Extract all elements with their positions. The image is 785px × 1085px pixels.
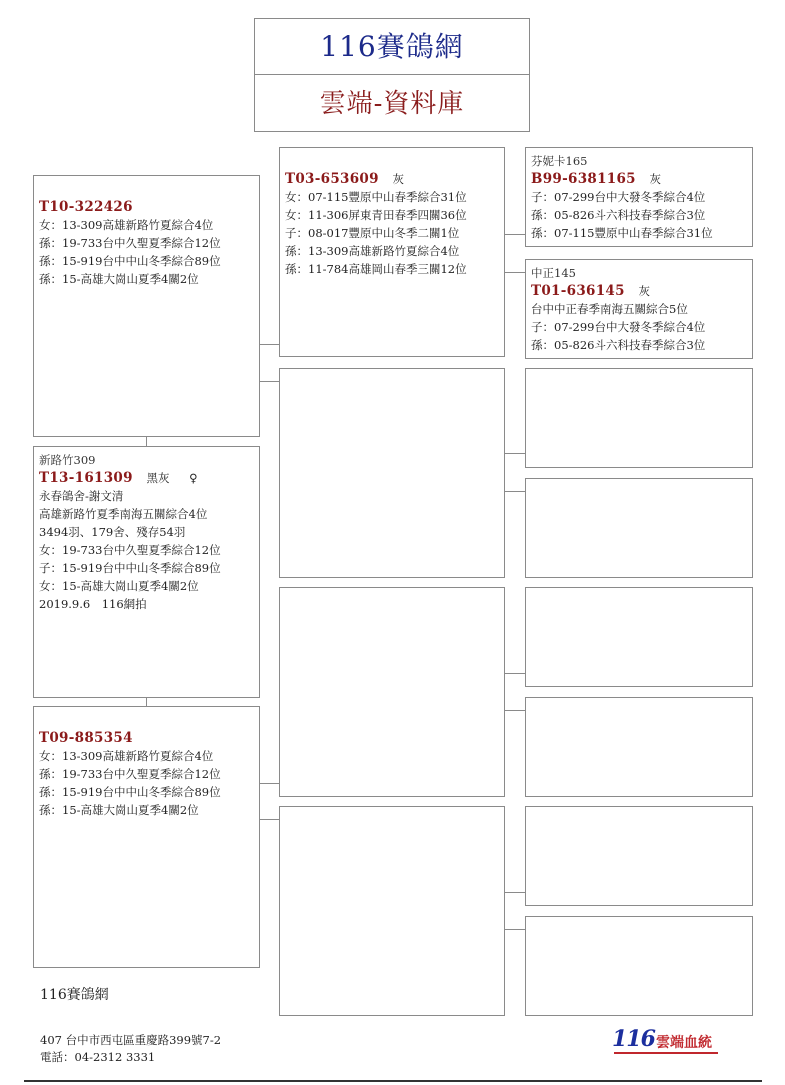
sss-line-1: 子：07-299台中大發冬季綜合4位 — [531, 190, 706, 204]
sss-card[interactable] — [525, 147, 753, 247]
sire-line-1: 女：13-309高雄新路竹夏綜合4位 — [39, 218, 214, 232]
connector-sire-to-sd — [260, 381, 279, 382]
sire-dam-card[interactable] — [279, 368, 505, 578]
brand-logo — [612, 1026, 722, 1056]
sire-sire-line-5: 孫：11-784高雄岡山春季三關12位 — [285, 262, 467, 276]
sss-line-2: 孫：05-826斗六科技春季綜合3位 — [531, 208, 706, 222]
dam-dam-card[interactable] — [279, 806, 505, 1016]
logo-underline — [614, 1052, 718, 1054]
connector-ss-to-ssd — [505, 272, 525, 273]
ssd-line-2: 子：07-299台中大發冬季綜合4位 — [531, 320, 706, 334]
subject-line-7: 2019.9.6 116網拍 — [39, 597, 147, 611]
connector-sire-subject — [146, 437, 147, 446]
ssd-ring-number: T01-636145 — [531, 283, 625, 299]
sds-card[interactable] — [525, 368, 753, 468]
dam-card[interactable] — [33, 706, 260, 968]
ssd-color: 灰 — [638, 284, 650, 298]
sss-line-3: 孫：07-115豐原中山春季綜合31位 — [531, 226, 713, 240]
sire-line-3: 孫：15-919台中中山冬季綜合89位 — [39, 254, 221, 268]
dam-line-4: 孫：15-高雄大崗山夏季4關2位 — [39, 803, 199, 817]
subject-line-4: 女：19-733台中久聖夏季綜合12位 — [39, 543, 221, 557]
bottom-rule — [24, 1080, 762, 1082]
ddd-card[interactable] — [525, 916, 753, 1016]
footer-address: 407 台中市西屯區重慶路399號7-2 — [40, 1033, 222, 1047]
connector-dd-to-dds — [505, 892, 525, 893]
ssd-line-1: 台中中正春季南海五關綜合5位 — [531, 302, 688, 316]
connector-ss-to-sss — [505, 234, 525, 235]
subject-owner-tag: 新路竹309 — [39, 453, 96, 467]
subject-color: 黑灰 — [146, 471, 170, 485]
sire-sire-color: 灰 — [392, 172, 404, 186]
connector-sd-to-sdd — [505, 491, 525, 492]
ssd-line-3: 孫：05-826斗六科技春季綜合3位 — [531, 338, 706, 352]
subject-card[interactable] — [33, 446, 260, 698]
connector-ds-to-dss — [505, 673, 525, 674]
logo-text: 雲端血統 — [656, 1035, 712, 1051]
site-subtitle: 雲端-資料庫 — [319, 89, 465, 119]
footer-site-name: 116賽鴿網 — [40, 987, 109, 1003]
sire-line-4: 孫：15-高雄大崗山夏季4關2位 — [39, 272, 199, 286]
subject-line-3: 3494羽、179舍、殘存54羽 — [39, 525, 186, 539]
connector-dam-to-dd — [260, 819, 279, 820]
subject-line-5: 子：15-919台中中山冬季綜合89位 — [39, 561, 221, 575]
sire-sire-line-2: 女：11-306屏東青田春季四關36位 — [285, 208, 467, 222]
dam-sire-card[interactable] — [279, 587, 505, 797]
connector-ds-to-dsd — [505, 710, 525, 711]
dam-line-3: 孫：15-919台中中山冬季綜合89位 — [39, 785, 221, 799]
female-sex-icon: ♀ — [189, 471, 198, 485]
ssd-card[interactable] — [525, 259, 753, 359]
sire-ring-number: T10-322426 — [39, 199, 133, 215]
dam-ring-number: T09-885354 — [39, 730, 133, 746]
footer-phone: 電話：04-2312 3331 — [40, 1050, 156, 1064]
dam-line-2: 孫：19-733台中久聖夏季綜合12位 — [39, 767, 221, 781]
dam-line-1: 女：13-309高雄新路竹夏綜合4位 — [39, 749, 214, 763]
sire-line-2: 孫：19-733台中久聖夏季綜合12位 — [39, 236, 221, 250]
connector-subject-dam — [146, 698, 147, 706]
connector-sire-to-ss — [260, 344, 279, 345]
dss-card[interactable] — [525, 587, 753, 687]
connector-sd-to-sds — [505, 453, 525, 454]
title-box — [254, 18, 530, 132]
connector-dd-to-ddd — [505, 929, 525, 930]
sire-sire-line-4: 孫：13-309高雄新路竹夏綜合4位 — [285, 244, 460, 258]
subject-ring-number: T13-161309 — [39, 470, 133, 486]
dsd-card[interactable] — [525, 697, 753, 797]
subject-line-6: 女：15-高雄大崗山夏季4關2位 — [39, 579, 199, 593]
sdd-card[interactable] — [525, 478, 753, 578]
sss-color: 灰 — [649, 172, 662, 186]
sire-sire-line-1: 女：07-115豐原中山春季綜合31位 — [285, 190, 467, 204]
site-title: 116賽鴿網 — [255, 19, 529, 75]
logo-number: 116 — [612, 1026, 655, 1052]
sire-sire-card[interactable] — [279, 147, 505, 357]
dds-card[interactable] — [525, 806, 753, 906]
sire-sire-ring-number: T03-653609 — [285, 171, 379, 187]
sss-owner-tag: 芬妮卡165 — [531, 154, 588, 168]
sire-card[interactable] — [33, 175, 260, 437]
connector-dam-to-ds — [260, 783, 279, 784]
ssd-owner-tag: 中正145 — [531, 266, 576, 280]
sire-sire-line-3: 子：08-017豐原中山冬季二關1位 — [285, 226, 460, 240]
subject-line-1: 永春鴿舍-謝文清 — [39, 489, 124, 503]
sss-ring-number: B99-6381165 — [531, 171, 636, 187]
subject-line-2: 高雄新路竹夏季南海五關綜合4位 — [39, 507, 208, 521]
